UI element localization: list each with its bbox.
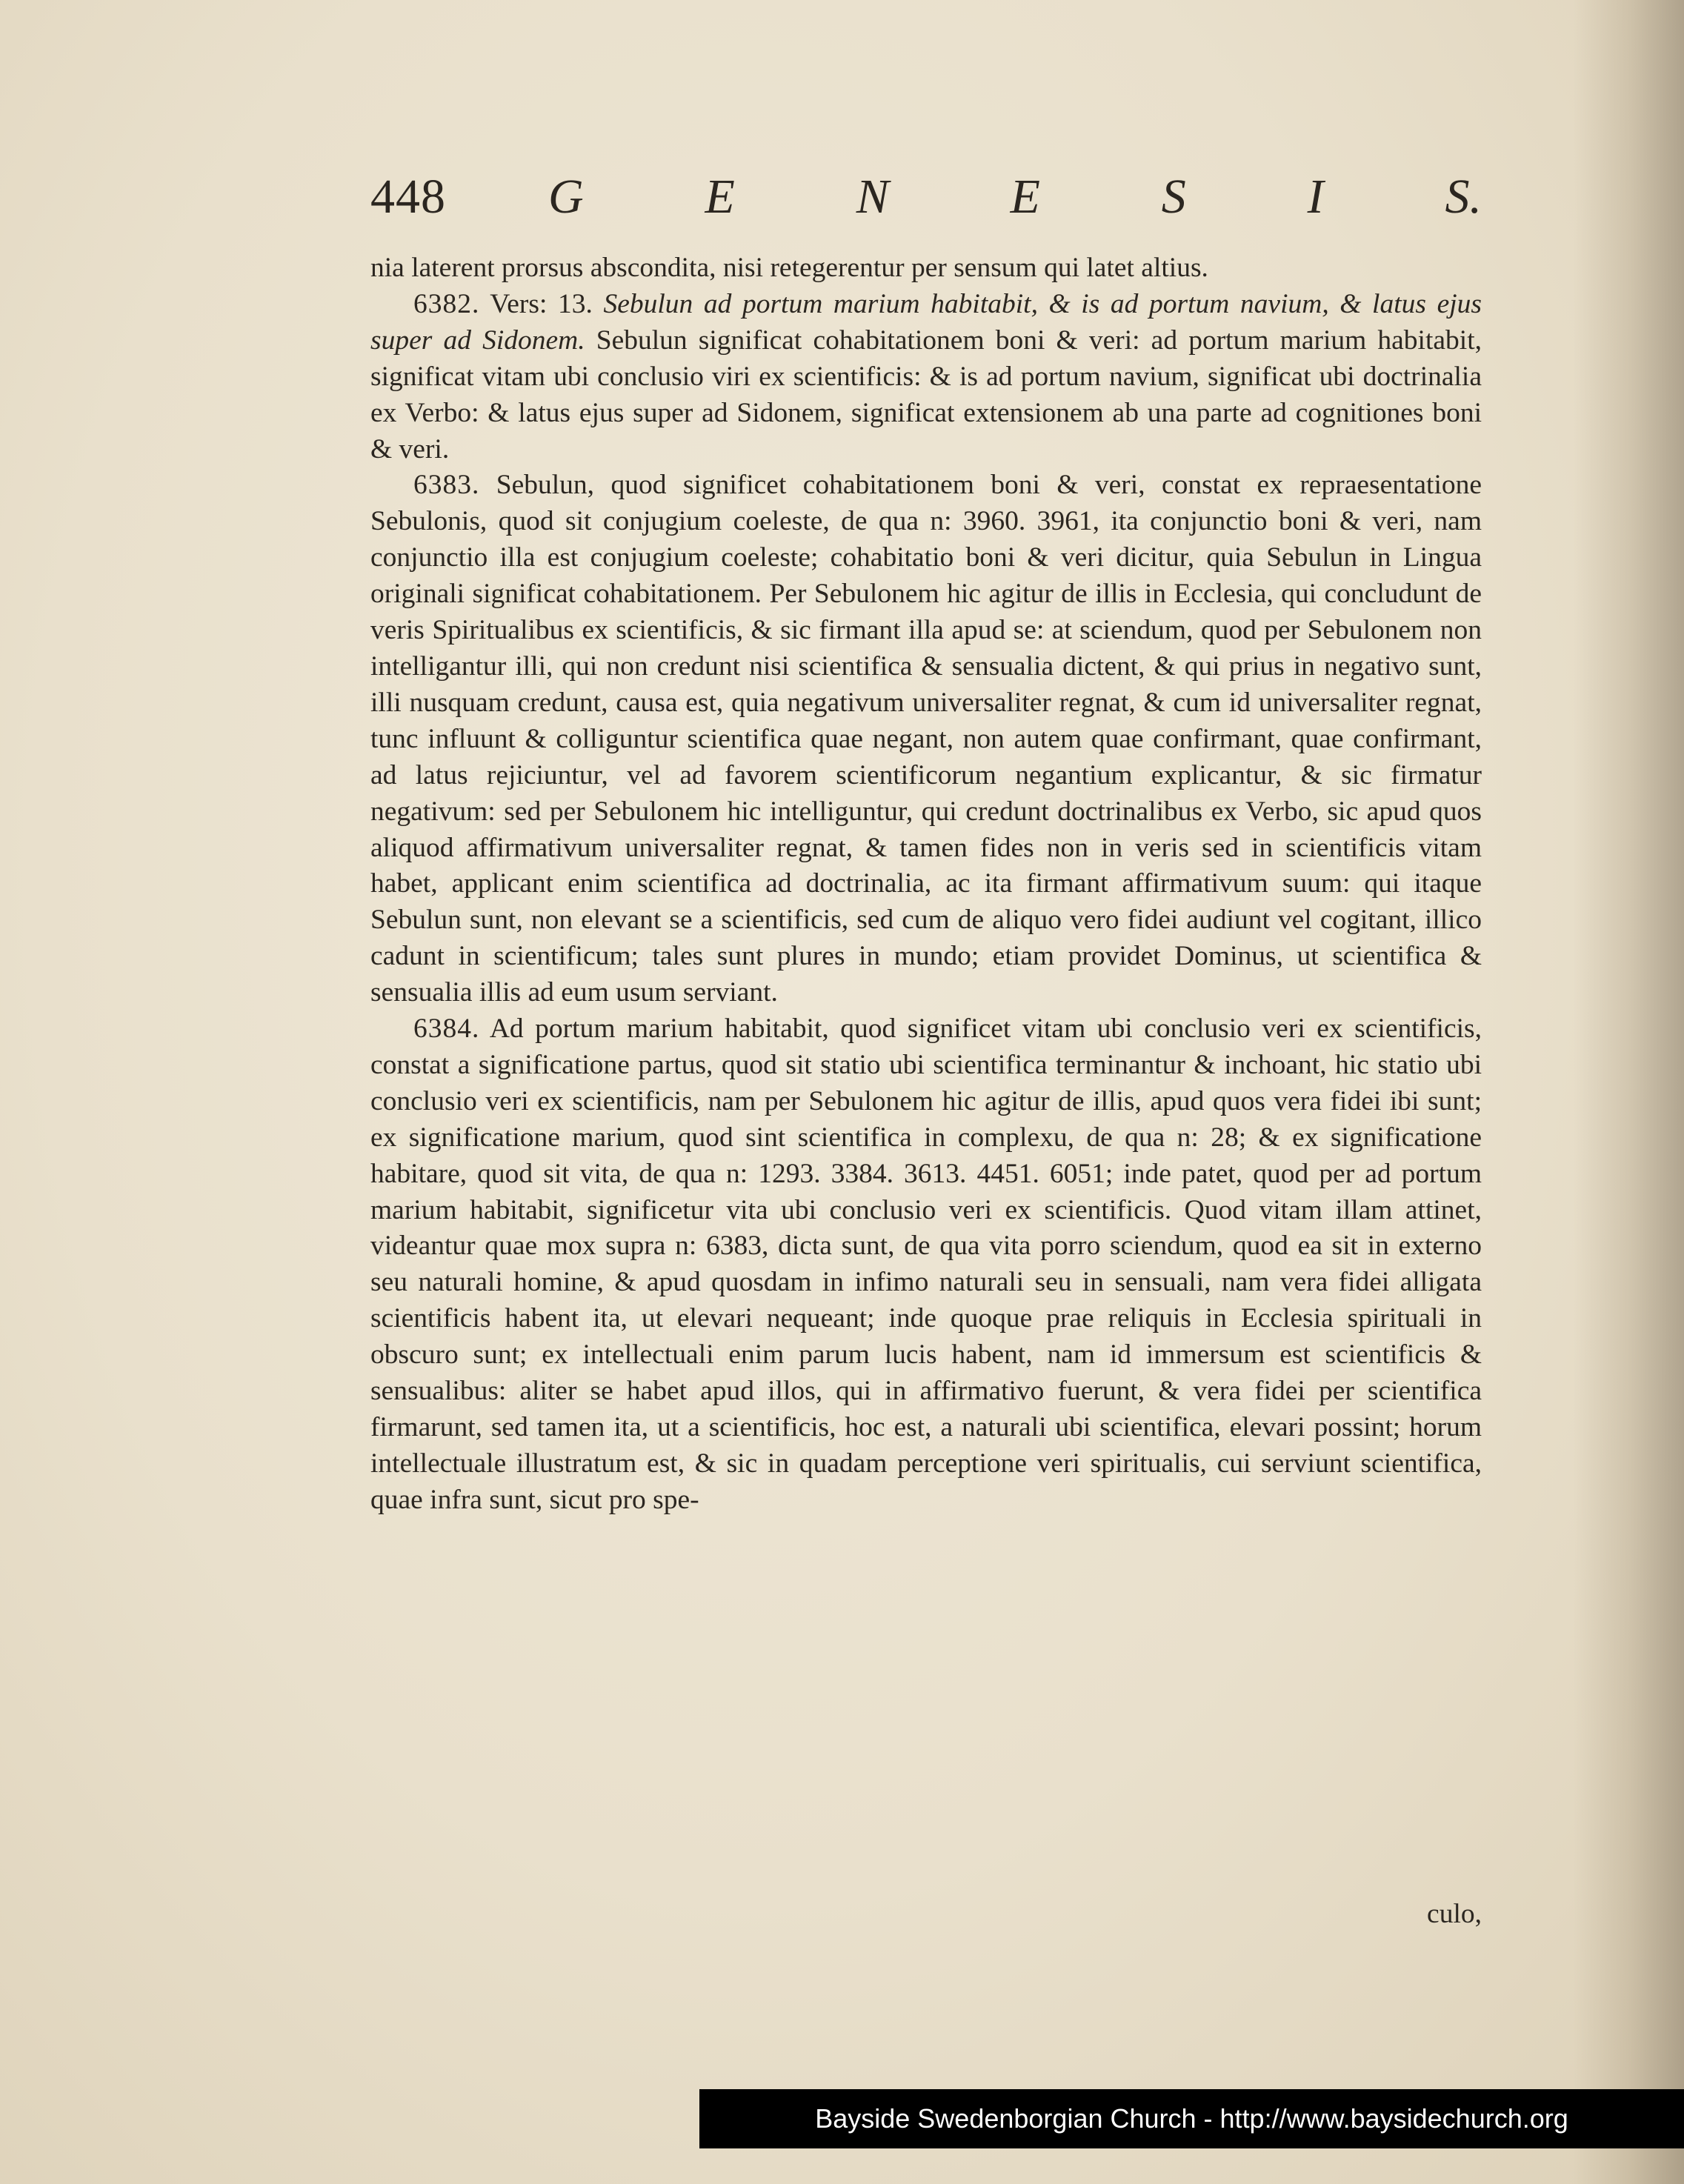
title-letter: N: [856, 170, 889, 224]
body-text: [370, 250, 1482, 1519]
paragraph-6382: [370, 287, 1482, 468]
page-header: [370, 169, 1482, 243]
title-letter: I: [1307, 170, 1324, 224]
paragraph-6384: [370, 1011, 1482, 1519]
paragraph-number: 6383.: [413, 470, 480, 501]
paragraph-text: Sebulun, quod significet cohabitationem boni & veri, constat ex repraesentatione Sebulonis, quod sit conjugium coeleste, de qua n: 3960. 3961, ita conjunctio boni & veri, nam conjunctio illa est conjugium coeleste; cohabitatio boni & veri dicitur, quia Sebulun in Lingua originali significat cohabitationem. Per Sebulonem hic agitur de illis in Ecclesia, qui concludunt de veris Spiritualibus ex scientificis, & sic firmant illa apud se: at sciendum, quod per Sebulonem non intelligantur illi, qui non credunt nisi scientifica & sensualia dictent, & qui prius in negativo sunt, illi nusquam credunt, causa est, quia negativum universaliter regnat, & cum id universaliter regnat, tunc influunt & colliguntur scientifica quae negant, non autem quae confirmant, quae confirmant, ad latus rejiciuntur, vel ad favorem scientificorum negantium explicantur, & sic firmatur negativum: sed per Sebulonem hic intelliguntur, qui credunt doctrinalibus ex Verbo, sic apud quos aliquod affirmativum universaliter regnat, & tamen fides non in veris sed in scientificis vitam habet, applicant enim scientifica ad doctrinalia, ac ita firmant affirmativum suum: qui itaque Sebulun sunt, non elevant se a scientificis, sed cum de aliquo vero fidei audiunt vel cogitant, illico cadunt in scientificum; tales sunt plures in mundo; etiam providet Dominus, ut scientifica & sensualia illis ad eum usum serviant.: [370, 470, 1482, 1008]
paragraph-continuation: [370, 250, 1482, 287]
paragraph-6383: [370, 467, 1482, 1011]
paragraph-number: 6384.: [413, 1013, 480, 1045]
title-letter: S: [1161, 170, 1186, 224]
title-letter: E: [1010, 170, 1040, 224]
page-number: 448: [370, 170, 446, 224]
paragraph-text: Sebulun significat cohabitationem boni & veri: ad portum marium habitabit, significat vitam ubi conclusio viri ex scientificis: & is ad portum navium, significat ubi doctrinalia ex Verbo: & latus ejus super ad Sidonem, significat extensionem ab una parte ad cognitiones boni & veri.: [370, 324, 1482, 465]
title-letter: G: [548, 170, 584, 224]
spine-shadow: [1573, 0, 1684, 2184]
verse-quotation: Sebulun ad portum marium habitabit, & is ad portum navium, & latus ejus super ad Sidonem.: [370, 288, 1482, 356]
footer-banner: [699, 2089, 1684, 2148]
catchword: culo,: [1427, 1899, 1482, 1929]
footer-text: Bayside Swedenborgian Church - http://www.baysidechurch.org: [815, 2103, 1568, 2134]
verse-reference: Vers: 13.: [490, 288, 593, 319]
title-letter: E: [705, 170, 735, 224]
paragraph-text: Ad portum marium habitabit, quod significet vitam ubi conclusio veri ex scientificis, constat a significatione partus, quod sit statio ubi scientifica terminantur & inchoant, hic statio ubi conclusio veri ex scientificis, nam per Sebulonem hic agitur de illis, apud quos vera fidei ibi sunt; ex significatione marium, quod sint scientifica in complexu, de qua n: 28; & ex significatione habitare, quod sit vita, de qua n: 1293. 3384. 3613. 4451. 6051; inde patet, quod per ad portum marium habitabit, significetur vita ubi conclusio veri ex scientificis. Quod vitam illam attinet, videantur quae mox supra n: 6383, dicta sunt, de qua vita porro sciendum, quod ea sit in externo seu naturali homine, & apud quosdam in infimo naturali seu in sensuali, nam vera fidei alligata scientificis habent ita, ut elevari nequeant; inde quoque prae reliquis in Ecclesia spirituali in obscuro sunt; ex intellectuali enim parum lucis habent, nam id immersum est scientificis & sensualibus: aliter se habet apud illos, qui in affirmativo fuerunt, & vera fidei per scientifica firmarunt, sed tamen ita, ut a scientificis, hoc est, a naturali ubi scientifica, elevari possint; horum intellectuale illustratum est, & sic in quadam perceptione veri spiritualis, cui serviunt scientifica, quae infra sunt, sicut pro spe-: [370, 1013, 1482, 1515]
title-letter: S.: [1445, 170, 1482, 224]
paragraph-text: nia laterent prorsus abscondita, nisi retegerentur per sensum qui latet altius.: [370, 253, 1208, 283]
paragraph-number: 6382.: [413, 288, 480, 319]
running-title: [548, 169, 1482, 225]
